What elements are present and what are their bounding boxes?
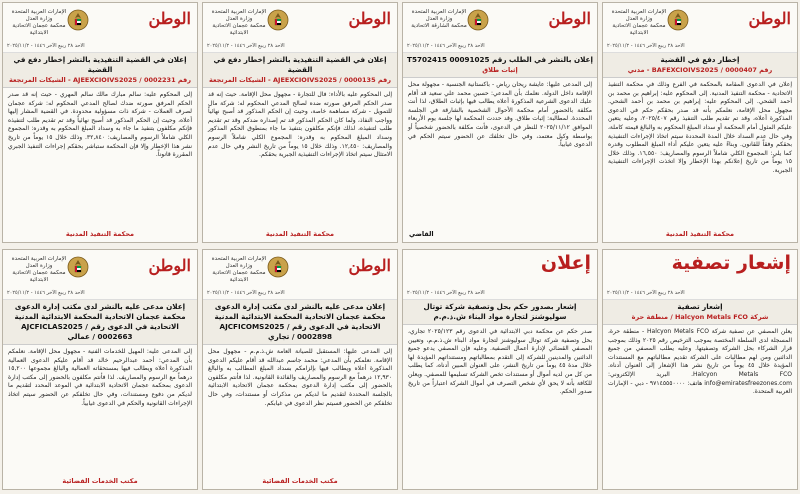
legal-notice-n1 [602, 2, 798, 243]
newspaper-logo: الوطن [548, 9, 591, 28]
legal-notice-n5 [602, 249, 798, 490]
notice-ref: رقم AJEEXCIOIVS2025 / 0000135 - الشيكات المرتجعة [209, 76, 391, 84]
newspaper-logo: الوطن [148, 9, 191, 28]
notice-paragraph: يعلن المصفي عن تصفية شركة Halcyon Metals FCO - منطقة حرة، المسجلة لدى السلطة المختصة بموجب الترخيص رقم ٢٠٢٥ وذلك بموجب قرار الشركاء بحل الشركة وتصفيتها. وعليه يطلب المصفي من جميع الدائنين ومن لهم مطالبات على الشركة تقديم مطالباتهم مع المستندات المؤيدة خلال ٤٥ يوماً من تاريخ نشر هذا الإشعار إلى العنوان أدناه. Halcyon Metals FCO. البريد الإلكتروني: info@emiratesfreezones.com هاتف: ٩٧١٤٥٥٥٠٠٠٠ - دبي - الإمارات العربية المتحدة. [608, 328, 793, 396]
notice-date: الاحد ٢٨ ربيع الآخر ١٤٤٦ - ٢٠٢٥/١١/٢ [207, 43, 285, 49]
notice-big-title: إشعار تصفية [671, 252, 791, 274]
government-label: الإمارات العربية المتحدة وزارة العدل محكمة عجمان الاتحادية الابتدائية [11, 9, 67, 36]
notice-header [603, 3, 797, 53]
notice-footer: محكمة التنفيذ المدنية [603, 228, 797, 242]
notice-body [3, 88, 197, 242]
notice-footer: محكمة التنفيذ المدنية [203, 228, 397, 242]
notice-ref: رقم BAFEXCIOIVS2025 / 0000407 - مدني [627, 66, 773, 74]
legal-notice-n3 [202, 2, 398, 243]
legal-notice-n8 [2, 249, 198, 490]
notice-footer: مكتب الخدمات القضائية [3, 475, 197, 489]
notice-header [203, 250, 397, 300]
notice-title: إعلان مدعى عليه بالنشر لدى مكتب إدارة الدعوى محكمة عجمان الاتحادية المحكمة الابتدائية المدنية الاتحادية في الدعوى رقم AJCFICOMS2025 / 0002898 / تجاري [203, 300, 397, 345]
notice-date: الاحد ٢٨ ربيع الآخر ١٤٤٦ - ٢٠٢٥/١١/٢ [607, 43, 685, 49]
notice-header [403, 250, 597, 300]
notice-body [403, 78, 597, 242]
newspaper-logo: الوطن [148, 256, 191, 275]
notice-big-title: إعلان [540, 252, 591, 274]
notice-body [3, 345, 197, 489]
newspaper-logo: الوطن [348, 256, 391, 275]
legal-notice-n4 [2, 2, 198, 243]
notice-paragraph: إلى المدعى عليه: المهيل للخدمات الفنية - مجهول محل الإقامة. نعلمكم بأن المدعي: أحمد عبدالرحيم خالد قد أقام عليكم الدعوى العمالية المذكورة أعلاه ويطالب فيها بمستحقاته العمالية والبالغ مجموعها ١٥,٢٠٠ درهماً مع الرسوم والمصاريف. لذا فأنتم مكلفون بالحضور إلى مكتب إدارة الدعوى بمحكمة عجمان الاتحادية الابتدائية في الموعد المحدد لتقديم ما لديكم من دفوع ومستندات، وفي حال تخلفكم عن الحضور سيتم اتخاذ الإجراءات القانونية والحكم في الدعوى غيابياً. [8, 348, 192, 407]
notice-paragraph: إعلان في الدعوى المقامة بالمحكمة في الفرع وذلك في محكمة التنفيذ الاتحادية - محكمة التنفيذ المدنية. إلى المحكوم عليه: إبراهيم بن محمد بن أحمد الشحي. إلى المحكوم عليه: إبراهيم بن محمد بن أحمد الشحي. مجهول محل الإقامة، نعلمكم بأنه قد صدر بحقكم حكم في الدعوى المذكورة أعلاه، وقد تم تقديم طلب التنفيذ رقم ٢٠٢٥/٤٠٧، وعليه يتعين عليكم المثول أمام المحكمة أو سداد المبلغ المحكوم به والبالغ قيمته كاملة، وفي حال عدم السداد خلال المدة المحددة سيتم اتخاذ الإجراءات التنفيذية بحقكم وفقاً للقانون. وبناءً عليه يتعين عليكم أداء المبلغ المطلوب وقدره كما يلي: المجموع الكلي شاملاً الرسوم والمصاريف: ١٦,٥٥٠. وذلك خلال ١٥ يوماً من تاريخ إعلانكم بهذا الإخطار وإلا اتخذت الإجراءات التنفيذية الجبرية. [608, 81, 792, 174]
notice-date: الاحد ٢٨ ربيع الآخر ١٤٤٦ - ٢٠٢٥/١١/٢ [207, 290, 285, 296]
notice-date: الاحد ٢٨ ربيع الآخر ١٤٤٦ - ٢٠٢٥/١١/٢ [407, 290, 485, 296]
government-label: الإمارات العربية المتحدة وزارة العدل محكمة الشارقة الاتحادية [411, 9, 467, 29]
notice-title: إعلان مدعى عليه بالنشر لدى مكتب إدارة الدعوى محكمة عجمان الاتحادية المحكمة الابتدائية المدنية الاتحادية في الدعوى رقم AJCFICLAS2025 / 0002663 / عمالي [3, 300, 197, 345]
notice-ref: شركة Halcyon Metals FCO / منطقة حرة [631, 313, 769, 321]
notice-paragraph: إلى المحكوم عليه: سالم مبارك مالك سالم المهري - حيث إنه قد صدر الحكم المرفق صورته ضدك لصالح المدعي المحكوم له: شركة عجمان لصرف العملات - شركة ذات مسؤولية محدودة. في القضية المشار إليها أعلاه، وحيث إن الحكم المذكور قد أصبح نهائياً وقد تم تقديم طلب لتنفيذه فإنكم مكلفون بتنفيذ ما جاء به وسداد المبلغ المحكوم به وقدره: المجموع الكلي شاملاً الرسوم والمصاريف: ٣٢,٨٤٠. وذلك خلال ١٥ يوماً من تاريخ نشر هذا الإخطار وإلا فإن المحكمة ستباشر بحقكم إجراءات التنفيذ الجبري المقررة قانوناً. [8, 91, 192, 159]
legal-notice-n7 [202, 249, 398, 490]
government-label: الإمارات العربية المتحدة وزارة العدل محكمة عجمان الاتحادية الابتدائية [211, 9, 267, 36]
notice-header [203, 3, 397, 53]
notice-date: الاحد ٢٨ ربيع الآخر ١٤٤٦ - ٢٠٢٥/١١/٢ [7, 290, 85, 296]
notice-title: إعلان في القضية التنفيذية بالنشر إخطار دفع في القضية رقم AJEEXCIOIVS2025 / 0000135 - الشيكات المرتجعة [203, 53, 397, 88]
notice-body [403, 325, 597, 489]
notice-footer: مكتب الخدمات القضائية [203, 475, 397, 489]
legal-notice-n2 [402, 2, 598, 243]
notice-row-top [2, 2, 798, 243]
notice-header [403, 3, 597, 53]
notice-paragraph: إلى المدعى عليها: عايشة ريحان رياض - باكستانية الجنسية - مجهولة محل الإقامة داخل الدولة. نعلمك بأن المدعي: حسين محمد علي سعيد قد أقام عليك الدعوى الشرعية المذكورة أعلاه يطالب فيها بإثبات الطلاق، لذا أنت مكلفة بالحضور أمام محكمة الأحوال الشخصية بالشارقة في الجلسة المحددة. لمطالبة: إثبات طلاق. وقد حددت المحكمة لها جلسة يوم الأربعاء الموافق ٢٠٢٥/١١/١٢ للنظر في الدعوى، فأنت مكلفة بالحضور شخصياً أو بواسطة وكيل معتمد، وفي حال تخلفك عن الحضور سيتم الحكم في الدعوى غيابياً. [408, 81, 593, 149]
government-label: الإمارات العربية المتحدة وزارة العدل محكمة عجمان الاتحادية الابتدائية [211, 256, 267, 283]
notice-paragraph: إلى المحكوم عليه بالأداء: فال للتجارة - مجهول محل الإقامة. حيث إنه قد صدر الحكم المرفق صورته ضده لصالح المدعي المحكوم له: شركة مال للتمويل - شركة مساهمة خاصة، وحيث إن الحكم المذكور قد أصبح نهائياً وواجب النفاذ، ولما كان الحكم المذكور قد تم إصداره ضدكم وقد تم تقديم طلب لتنفيذه، لذلك فإنكم مكلفون بتنفيذ ما جاء بمنطوق الحكم المذكور وسداد المبلغ المحكوم به وقدره: المجموع الكلي شاملاً الرسوم والمصاريف: ١٢,٤٥٠. وذلك خلال ١٥ يوماً من تاريخ النشر وفي حال عدم الامتثال سيتم اتخاذ الإجراءات التنفيذية الجبرية بحقكم. [208, 91, 392, 159]
notice-header [3, 3, 197, 53]
notice-ref: رقم AJEEXCIOIVS2025 / 0002231 - الشيكات المرتجعة [9, 76, 191, 84]
government-label: الإمارات العربية المتحدة وزارة العدل محكمة عجمان الاتحادية الابتدائية [611, 9, 667, 36]
notice-paragraph: إلى المدعى عليها: المستقبل للصيانة العامة ش.ذ.م.م - مجهول محل الإقامة. نعلمكم بأن المدعي: محمد جاسم عبدالله قد أقام عليكم الدعوى المذكورة أعلاه ويطالب فيها بإلزامكم بسداد المبلغ المطالب به والبالغ ١٢,٩٣٠ درهماً مع الرسوم والمصاريف والفائدة القانونية. لذا فأنتم مكلفون بالحضور إلى مكتب إدارة الدعوى بمحكمة عجمان الاتحادية الابتدائية بالجلسة المحددة لتقديم ما لديكم من مذكرات أو مستندات، وفي حال تخلفكم عن الحضور فسيتم نظر الدعوى في غيابكم. [208, 348, 392, 407]
notice-row-bottom [2, 249, 798, 490]
notice-header [3, 250, 197, 300]
notice-title: إشعار بصدور حكم بحل وتصفية شركة توتال سوليوشنز لتجارة مواد البناء ش.ذ.م.م [403, 300, 597, 325]
notice-title: إخطار دفع في القضية رقم BAFEXCIOIVS2025 / 0000407 - مدني [603, 53, 797, 78]
notice-date: الاحد ٢٨ ربيع الآخر ١٤٤٦ - ٢٠٢٥/١١/٢ [7, 43, 85, 49]
notice-footer: القاضي [403, 228, 597, 242]
notice-ref: إثبات طلاق [482, 66, 518, 74]
notice-title: إعلان في القضية التنفيذية بالنشر إخطار دفع في القضية رقم AJEEXCIOIVS2025 / 0002231 - الشيكات المرتجعة [3, 53, 197, 88]
notice-body [603, 325, 797, 489]
newspaper-logo: الوطن [748, 9, 791, 28]
notice-footer: محكمة التنفيذ المدنية [3, 228, 197, 242]
notice-title: إعلان بالنشر في الطلب رقم T5702415 00091025 إثبات طلاق [403, 53, 597, 78]
notice-body [203, 88, 397, 242]
notice-body [203, 345, 397, 489]
legal-notice-n6 [402, 249, 598, 490]
government-label: الإمارات العربية المتحدة وزارة العدل محكمة عجمان الاتحادية الابتدائية [11, 256, 67, 283]
notice-body [603, 78, 797, 242]
notice-title: إشعار تصفية شركة Halcyon Metals FCO / منطقة حرة [603, 300, 797, 325]
notice-date: الاحد ٢٨ ربيع الآخر ١٤٤٦ - ٢٠٢٥/١١/٢ [607, 290, 685, 296]
newspaper-logo: الوطن [348, 9, 391, 28]
notice-paragraph: صدر حكم عن محكمة دبي الابتدائية في الدعوى رقم ٢٠٢٥/١٢٣ تجاري، بحل وتصفية شركة توتال سوليوشنز لتجارة مواد البناء ش.ذ.م.م، وتعيين المصفي القضائي لإدارة أعمال التصفية. وعليه فإن المصفي يدعو جميع الدائنين والمدينين للشركة إلى التقدم بمطالباتهم ومستنداتهم المؤيدة لها خلال مدة ٤٥ يوماً من تاريخ النشر، على العنوان المبين أدناه، كما يطلب من كل من لديه أموال أو مستندات تخص الشركة تسليمها للمصفي. ويعلن للكافة بأنه لا يحق لأي شخص التصرف في أموال الشركة اعتباراً من تاريخ صدور الحكم. [408, 328, 592, 396]
notice-header [603, 250, 797, 300]
notice-date: الاحد ٢٨ ربيع الآخر ١٤٤٦ - ٢٠٢٥/١١/٢ [407, 43, 485, 49]
